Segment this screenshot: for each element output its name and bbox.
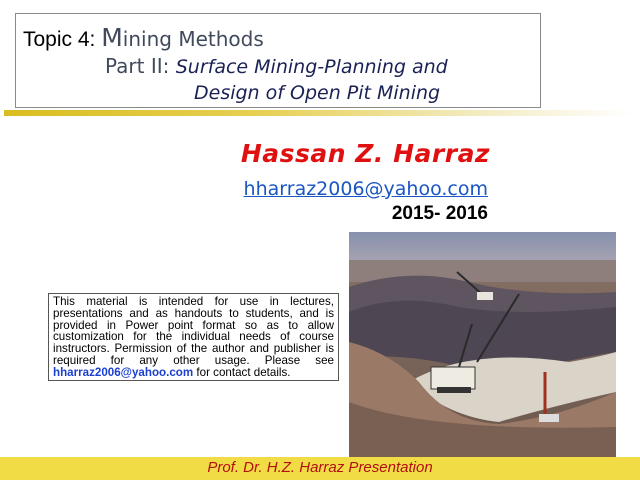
footer-text: Prof. Dr. H.Z. Harraz Presentation [207, 459, 433, 476]
footer-bar [0, 457, 640, 480]
topic-initial: M [101, 23, 123, 52]
academic-years: 2015- 2016 [391, 203, 488, 224]
open-pit-mine-photo [349, 232, 616, 457]
part-title [105, 54, 448, 78]
topic-title [23, 23, 264, 52]
subtitle-line2: Design of Open Pit Mining [194, 82, 441, 104]
notice-text-end: for contact details. [193, 365, 291, 379]
author-name: Hassan Z. Harraz [240, 139, 490, 168]
notice-text: This material is intended for use in lectures, presentations and as handouts to students, and is provided in Power point format so as to allow customization for the individual needs of course instructors. Permission of the author and publisher is required for any other usage. Please see [53, 295, 334, 367]
topic-rest: ining Methods [122, 27, 264, 51]
title-box [15, 13, 541, 108]
gold-divider [4, 110, 634, 116]
topic-name [101, 23, 264, 52]
copyright-notice [48, 293, 339, 381]
notice-email-link[interactable]: hharraz2006@yahoo.com [53, 365, 194, 379]
part-label: Part II: [105, 54, 170, 78]
author-email-link[interactable]: hharraz2006@yahoo.com [243, 178, 488, 200]
topic-prefix: Topic 4: [23, 28, 96, 51]
subtitle-line1: Surface Mining-Planning and [175, 56, 448, 78]
